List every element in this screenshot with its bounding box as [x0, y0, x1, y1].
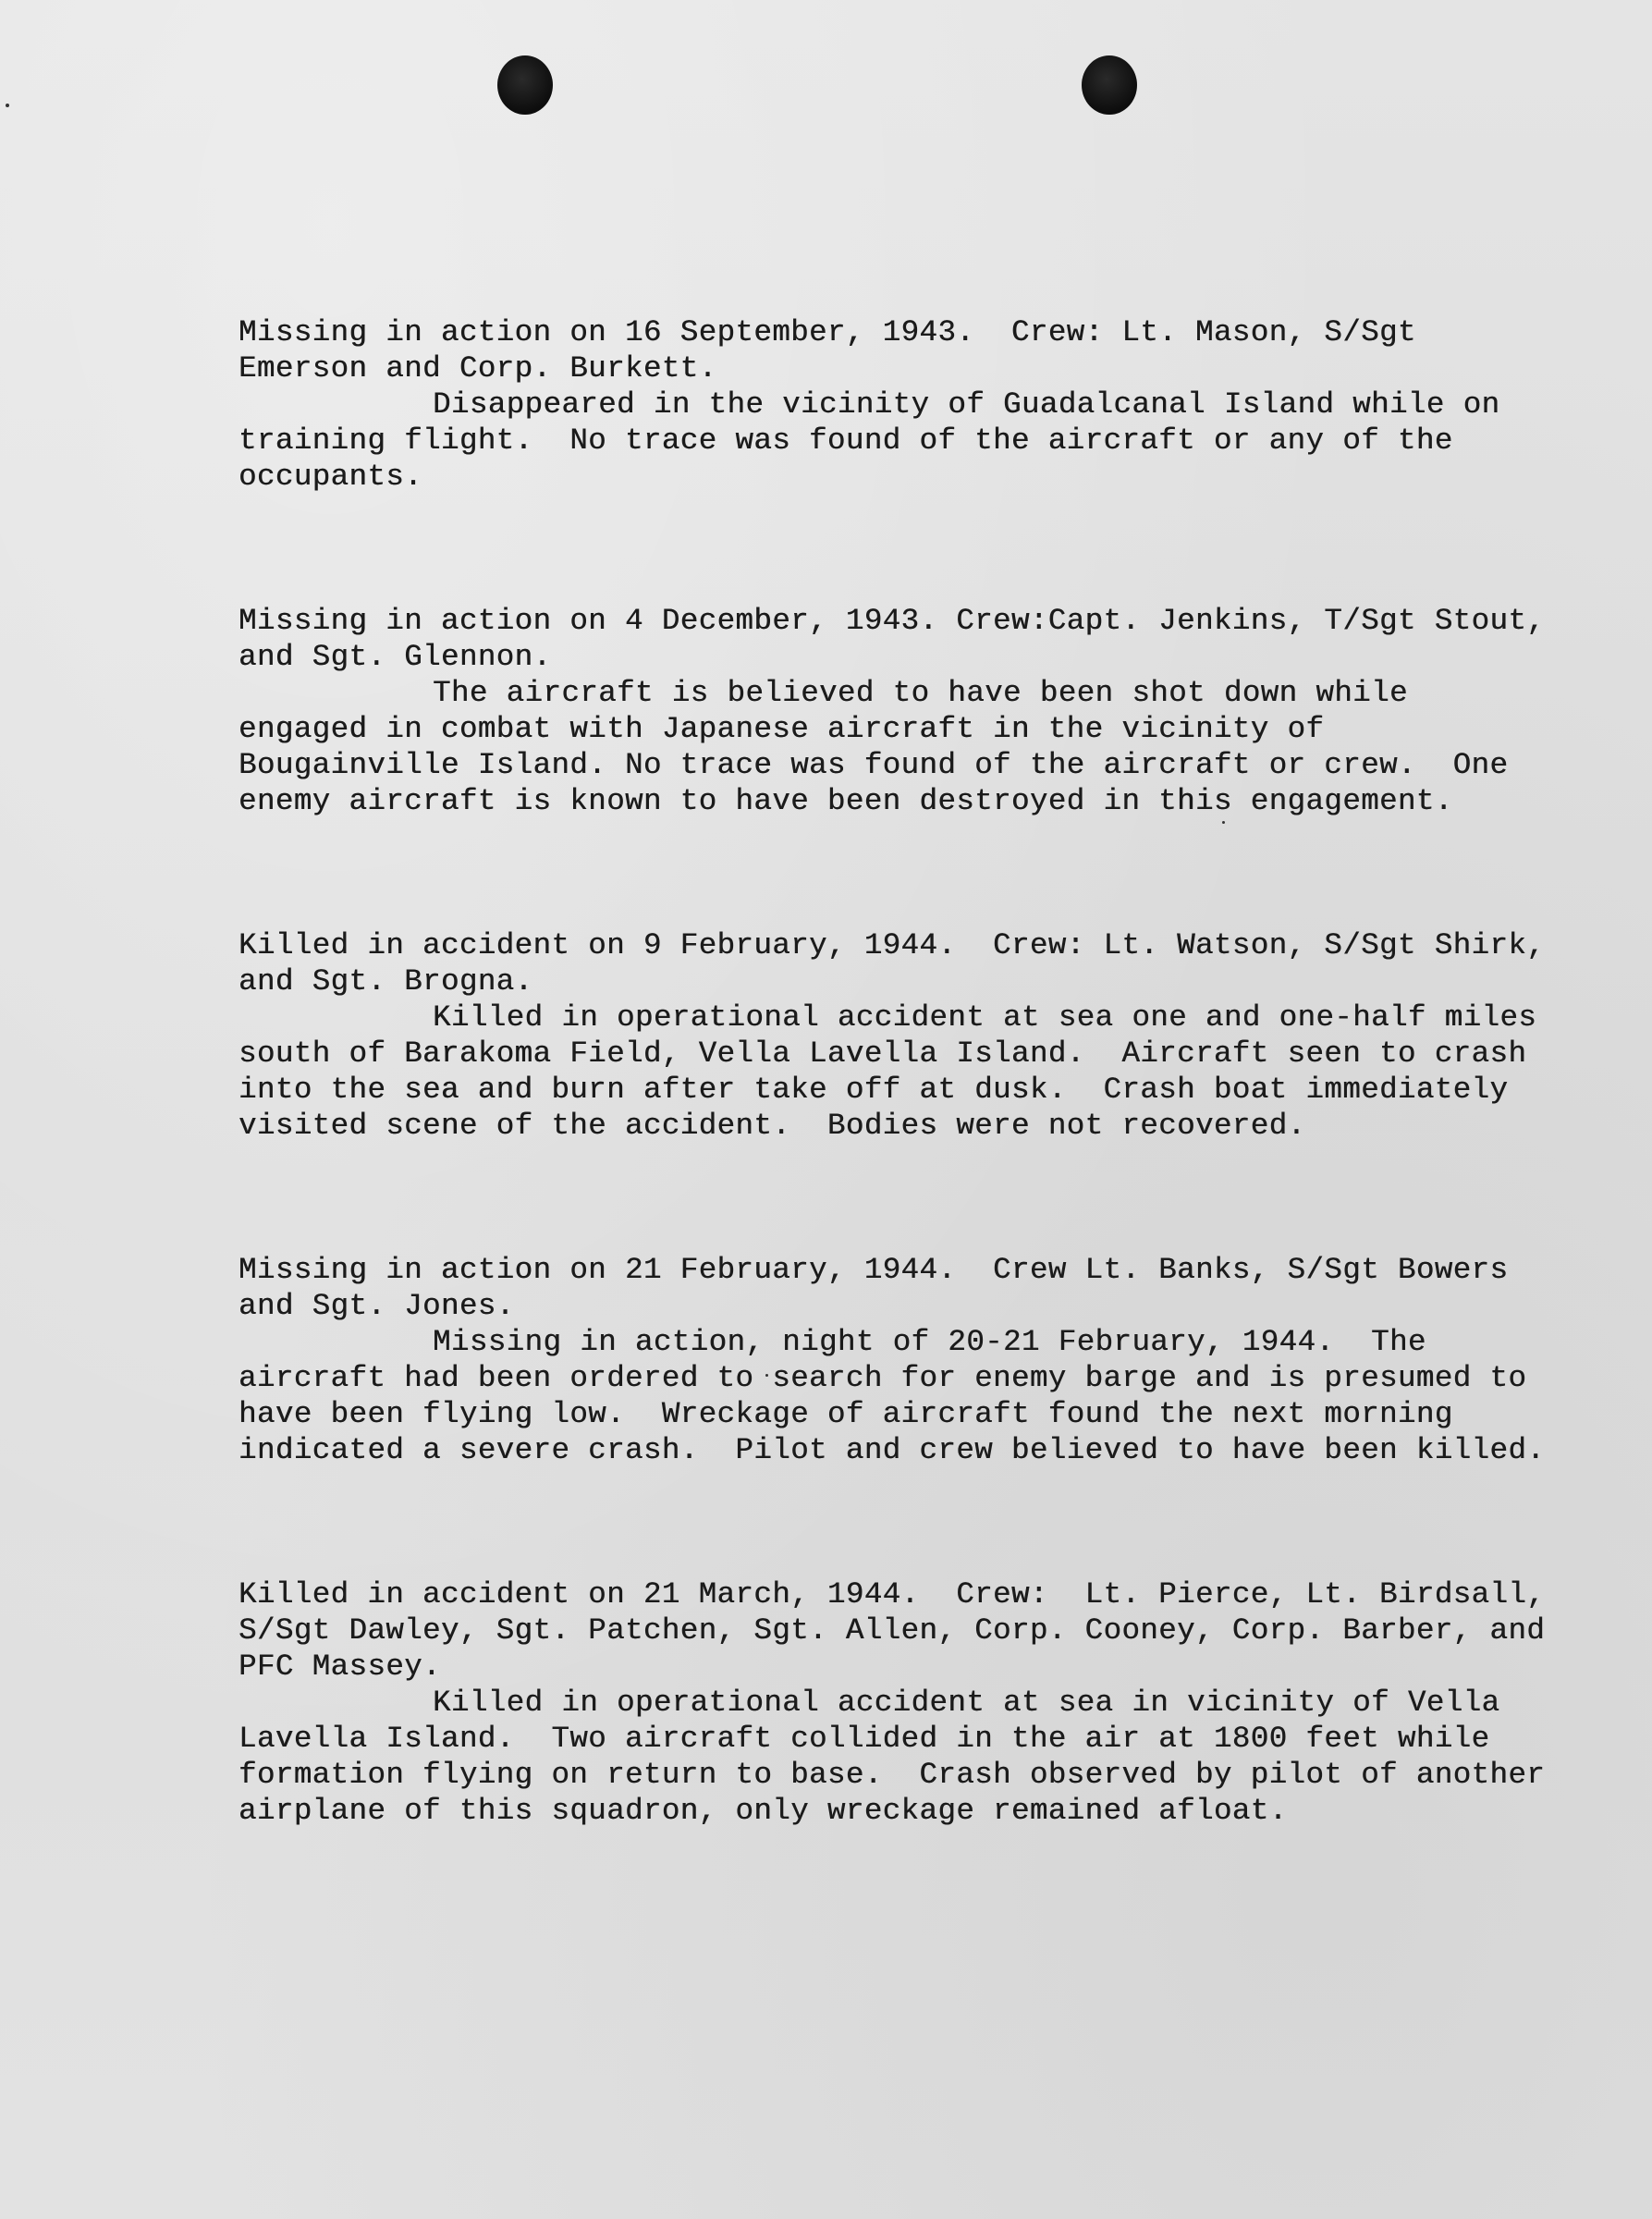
casualty-entry — [239, 927, 1564, 1144]
casualty-entry — [239, 1252, 1551, 1468]
casualty-entry — [239, 314, 1551, 495]
punch-hole-right — [1082, 55, 1137, 115]
casualty-entry — [239, 603, 1564, 819]
entry-heading: Killed in accident on 21 March, 1944. Crew: Lt. Pierce, Lt. Birdsall, S/Sgt Dawley, Sgt. Patchen, Sgt. Allen, Corp. Cooney, Corp. Barber, and PFC Massey. — [239, 1577, 1564, 1684]
paper-speck — [6, 104, 9, 107]
entry-body: Missing in action, night of 20-21 February, 1944. The aircraft had been ordered to search for enemy barge and is presumed to have been flying low. Wreckage of aircraft found the next morning indicated a severe crash. Pilot and crew believed to have been killed. — [239, 1325, 1546, 1467]
entry-body: Killed in operational accident at sea one and one-half miles south of Barakoma Field, Vella Lavella Island. Aircraft seen to crash into the sea and burn after take off at dusk. Crash boat immediately visited scene of the accident. Bodies were not recovered. — [239, 1000, 1556, 1143]
entry-heading: Killed in accident on 9 February, 1944. Crew: Lt. Watson, S/Sgt Shirk, and Sgt. Brogna. — [239, 928, 1564, 999]
entry-body: Killed in operational accident at sea in vicinity of Vella Lavella Island. Two aircraft collided in the air at 1800 feet while formation flying on return to base. Crash observed by pilot of another airplane of this squadron, only wreckage remained afloat. — [239, 1686, 1564, 1828]
entry-heading: Missing in action on 21 February, 1944. Crew Lt. Banks, S/Sgt Bowers and Sgt. Jones. — [239, 1253, 1527, 1323]
punch-hole-left — [497, 55, 553, 115]
document-text — [239, 314, 1564, 1829]
entry-body: Disappeared in the vicinity of Guadalcanal Island while on training flight. No trace was found of the aircraft or any of the occupants. — [239, 387, 1519, 494]
entry-heading: Missing in action on 4 December, 1943. Crew:Capt. Jenkins, T/Sgt Stout, and Sgt. Glennon. — [239, 604, 1564, 674]
entry-heading: Missing in action on 16 September, 1943. Crew: Lt. Mason, S/Sgt Emerson and Corp. Burkett. — [239, 315, 1435, 386]
casualty-entry — [239, 1576, 1564, 1829]
entry-body: The aircraft is believed to have been shot down while engaged in combat with Japanese aircraft in the vicinity of Bougainville Island. No trace was found of the aircraft or crew. One enemy aircraft is known to have been destroyed in this engagement. — [239, 676, 1527, 818]
